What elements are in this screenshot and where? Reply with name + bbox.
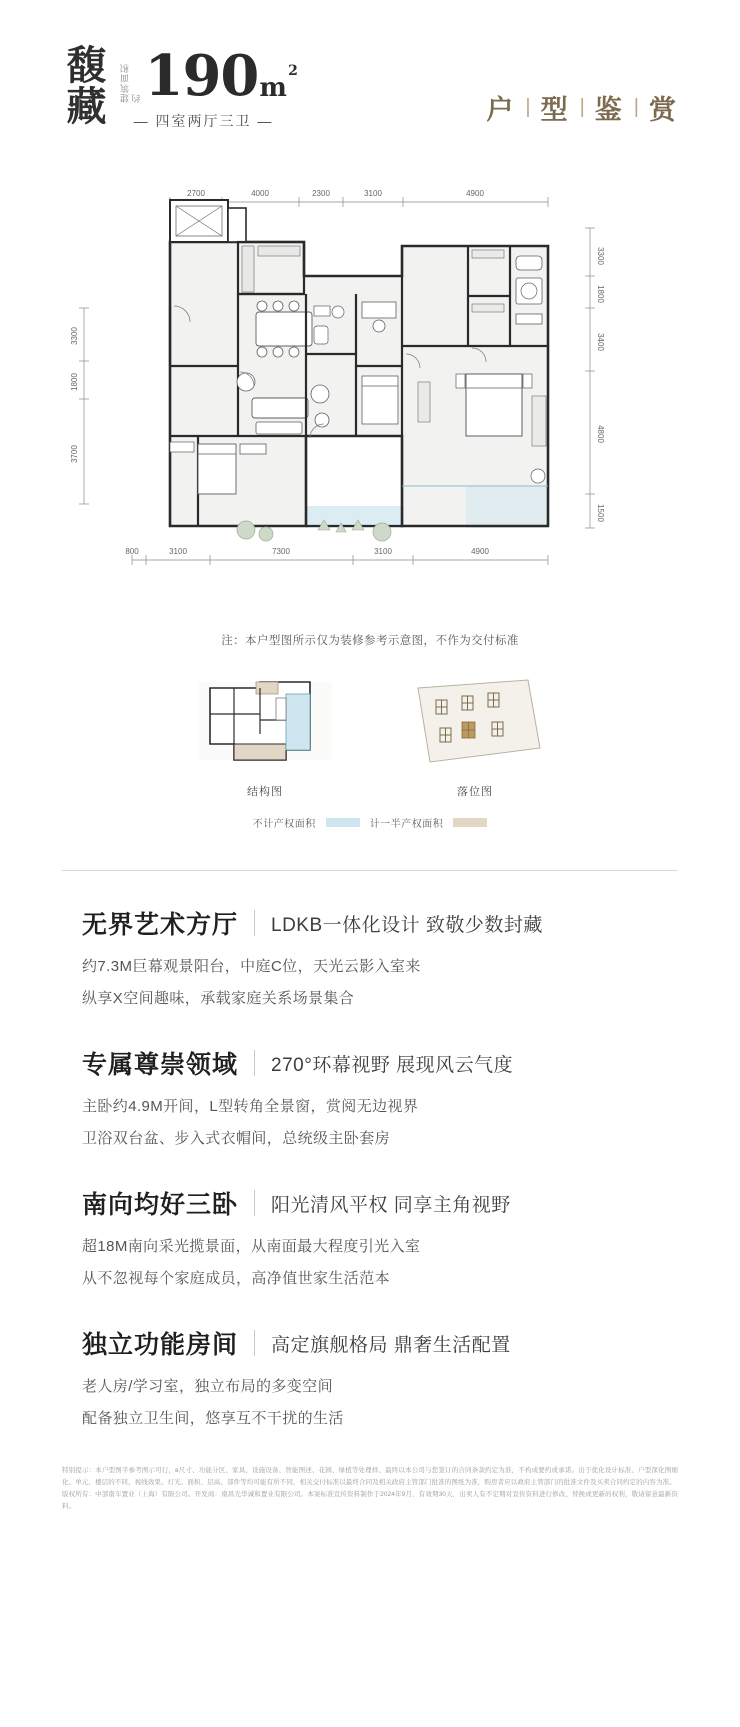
svg-text:4800: 4800 bbox=[596, 425, 605, 443]
floor-plan bbox=[0, 186, 740, 616]
location-diagram bbox=[400, 674, 550, 799]
feature-1-subtitle: LDKB一体化设计 致敬少数封藏 bbox=[271, 914, 543, 936]
feature-1-title: 无界艺术方厅 bbox=[82, 910, 239, 939]
svg-text:2700: 2700 bbox=[187, 189, 205, 198]
feature-2-line-2: 卫浴双台盆、步入式衣帽间，总统级主卧套房 bbox=[82, 1130, 391, 1147]
svg-text:7300: 7300 bbox=[272, 547, 290, 556]
disclaimer-line-2: 版权所有：中部南车置业（上海）有限公司。开发商：南昌光华诚和置业有限公司。本案标准宣传资料制作于2024年9月，有效期30天，出卖人有不定期对宣传资料进行修改、替换或更新的权利，敬请留意最新资料。 bbox=[62, 1491, 678, 1511]
title-char-4: 赏 bbox=[649, 95, 678, 126]
title-char-1: 户 bbox=[486, 95, 516, 126]
svg-text:800: 800 bbox=[125, 547, 139, 556]
feature-4-subtitle: 高定旗舰格局 鼎奢生活配置 bbox=[271, 1334, 511, 1356]
area-block bbox=[120, 43, 298, 131]
feature-block-3 bbox=[82, 1185, 658, 1291]
legend-swatch-1 bbox=[453, 818, 487, 827]
structure-diagram bbox=[190, 674, 340, 799]
legend-label-1: 计一半产权面积 bbox=[369, 819, 444, 830]
feature-2-lines bbox=[82, 1095, 658, 1151]
feature-4-line-1: 老人房/学习室，独立布局的多变空间 bbox=[82, 1378, 333, 1395]
brand-name: 馥藏 bbox=[60, 44, 107, 126]
section-title bbox=[486, 44, 678, 127]
floor-plan-drawing bbox=[70, 186, 670, 616]
feature-1-head bbox=[82, 905, 658, 941]
mini-diagrams bbox=[0, 674, 740, 799]
feature-4-head bbox=[82, 1325, 658, 1361]
dimension-right bbox=[585, 228, 605, 528]
area-unit-superscript: 2 bbox=[288, 63, 298, 80]
svg-text:4900: 4900 bbox=[471, 547, 489, 556]
area-number: 190 bbox=[144, 43, 259, 109]
svg-text:3100: 3100 bbox=[374, 547, 392, 556]
feature-4-title: 独立功能房间 bbox=[82, 1330, 239, 1359]
feature-block-4 bbox=[82, 1325, 658, 1431]
brand-block bbox=[60, 43, 298, 152]
dimension-bottom bbox=[125, 547, 548, 565]
dimension-left bbox=[70, 308, 89, 504]
title-sep-2: | bbox=[579, 96, 585, 118]
svg-text:3100: 3100 bbox=[364, 189, 382, 198]
svg-text:3100: 3100 bbox=[169, 547, 187, 556]
svg-text:4900: 4900 bbox=[466, 189, 484, 198]
legend-swatch-0 bbox=[326, 818, 360, 827]
svg-text:1500: 1500 bbox=[596, 504, 605, 522]
feature-2-title: 专属尊崇领域 bbox=[82, 1050, 239, 1079]
disclaimer-line-1: 特别提示：本户型图半参考图示可行，в尺寸、功能分区、家具、设施设备、智能图述、花园、绿植等处理样、最终以本公司与您签订的合同条款约定为准，不构成要约或承诺。出于优化设计标准、户型深化图细化、单元、楼层的不同、视线效果、灯光、面积、层高、部件等均可能有所不同，相关交付标准以最终合同及相关政府主管部门批准的图纸为准，购房者应以政府主管部门的批准文件及买卖合同约定的内容为准。 bbox=[62, 1467, 678, 1487]
feature-block-2 bbox=[82, 1045, 658, 1151]
location-diagram-caption: 落位图 bbox=[457, 786, 493, 798]
svg-text:1800: 1800 bbox=[596, 285, 605, 303]
location-diagram-drawing bbox=[400, 674, 550, 770]
area-unit bbox=[259, 63, 298, 104]
feature-3-lines bbox=[82, 1235, 658, 1291]
feature-1-lines bbox=[82, 955, 658, 1011]
page-header bbox=[0, 0, 740, 152]
title-char-2: 型 bbox=[540, 95, 570, 126]
feature-3-line-2: 从不忽视每个家庭成员，高净值世家生活范本 bbox=[82, 1270, 391, 1287]
title-sep-1: | bbox=[525, 96, 531, 118]
feature-3-divider bbox=[254, 1190, 255, 1216]
features-section bbox=[0, 871, 740, 1431]
plan-rooms bbox=[170, 200, 548, 541]
svg-text:3300: 3300 bbox=[596, 247, 605, 265]
feature-3-title: 南向均好三卧 bbox=[82, 1190, 239, 1219]
svg-text:3300: 3300 bbox=[70, 327, 79, 345]
room-configuration: — 四室两厅三卫 — bbox=[133, 113, 274, 130]
feature-2-line-1: 主卧约4.9M开间，L型转角全景窗，赏阅无边视界 bbox=[82, 1098, 419, 1115]
title-sep-3: | bbox=[633, 96, 639, 118]
structure-diagram-caption: 结构图 bbox=[247, 786, 283, 798]
plan-note: 注：本户型图所示仅为装修参考示意图，不作为交付标准 bbox=[221, 635, 519, 647]
feature-2-divider bbox=[254, 1050, 255, 1076]
feature-1-divider bbox=[254, 910, 255, 936]
svg-text:3400: 3400 bbox=[596, 333, 605, 351]
title-char-3: 鉴 bbox=[594, 95, 624, 126]
feature-1-line-2: 纵享X空间趣味，承载家庭关系场景集合 bbox=[82, 990, 355, 1007]
area-unit-text: m bbox=[259, 73, 287, 104]
feature-2-head bbox=[82, 1045, 658, 1081]
feature-1-line-1: 约7.3M巨幕观景阳台，中庭C位，天光云影入室来 bbox=[82, 958, 421, 975]
legend bbox=[0, 815, 740, 830]
feature-4-lines bbox=[82, 1375, 658, 1431]
feature-4-divider bbox=[254, 1330, 255, 1356]
svg-text:1800: 1800 bbox=[70, 373, 79, 391]
feature-3-line-1: 超18M南向采光揽景面，从南面最大程度引光入室 bbox=[82, 1238, 421, 1255]
feature-3-head bbox=[82, 1185, 658, 1221]
legend-label-0: 不计产权面积 bbox=[252, 819, 316, 830]
svg-text:2300: 2300 bbox=[312, 189, 330, 198]
svg-text:3700: 3700 bbox=[70, 445, 79, 463]
area-note-label: 建筑面积约 bbox=[120, 63, 142, 104]
svg-text:4000: 4000 bbox=[251, 189, 269, 198]
feature-block-1 bbox=[82, 905, 658, 1011]
feature-3-subtitle: 阳光清风平权 同享主角视野 bbox=[271, 1194, 511, 1216]
legal-disclaimer bbox=[62, 1465, 678, 1513]
area-top bbox=[120, 43, 298, 109]
structure-diagram-drawing bbox=[190, 674, 340, 770]
feature-4-line-2: 配备独立卫生间，悠享互不干扰的生活 bbox=[82, 1410, 344, 1427]
feature-2-subtitle: 270°环幕视野 展现风云气度 bbox=[271, 1054, 514, 1076]
